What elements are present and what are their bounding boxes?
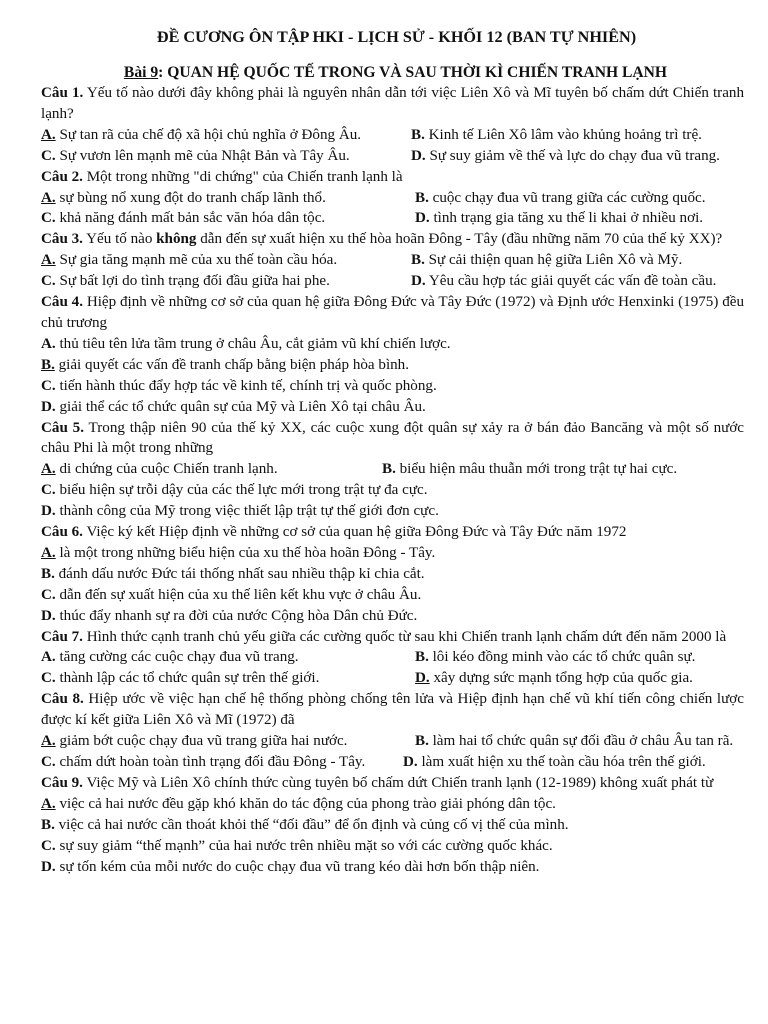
answer-text: làm hai tổ chức quân sự đối đầu ở châu Âu tan rã. bbox=[428, 733, 734, 750]
question-number: Câu 1. bbox=[41, 85, 84, 101]
answer-text: sự tốn kém của mỗi nước do cuộc chạy đua vũ trang kéo dài hơn bốn thập niên. bbox=[55, 858, 540, 875]
document-title: ĐỀ CƯƠNG ÔN TẬP HKI - LỊCH SỬ - KHỐI 12 (BAN TỰ NHIÊN) bbox=[156, 28, 637, 46]
question-text: Trong thập niên 90 của thế kỷ XX, các cuộc xung đột quân sự xảy ra ở bán đảo Bancăng và một số nước châu Phi là một trong những bbox=[41, 419, 744, 457]
answer-text: lôi kéo đồng minh vào các tổ chức quân sự. bbox=[428, 649, 696, 666]
answer-option bbox=[41, 188, 415, 209]
answer-option bbox=[41, 376, 744, 397]
question bbox=[41, 83, 744, 167]
question-stem bbox=[41, 773, 744, 794]
answer-key: A. bbox=[41, 252, 56, 269]
answer-key: D. bbox=[41, 858, 56, 875]
answer-text: chấm dứt hoàn toàn tình trạng đối đầu Đông - Tây. bbox=[55, 754, 366, 770]
answer-key: A. bbox=[41, 544, 56, 561]
answer-option bbox=[41, 794, 744, 815]
answer-key: A. bbox=[41, 126, 56, 143]
answer-key: C. bbox=[41, 377, 56, 394]
answer-option bbox=[41, 146, 411, 167]
question-number: Câu 5. bbox=[41, 419, 84, 436]
question-number: Câu 6. bbox=[41, 524, 83, 541]
answer-option bbox=[411, 271, 744, 292]
answer-key: C. bbox=[41, 210, 56, 227]
answer-text: di chứng của cuộc Chiến tranh lạnh. bbox=[55, 461, 278, 478]
answer-text: tình trạng gia tăng xu thế li khai ở nhiều nơi. bbox=[429, 210, 704, 227]
lesson-heading: : QUAN HỆ QUỐC TẾ TRONG VÀ SAU THỜI KÌ CHIẾN TRANH LẠNH bbox=[158, 64, 668, 81]
answer-row bbox=[41, 146, 744, 167]
question-number: Câu 4. bbox=[41, 294, 83, 311]
answer-text: sự suy giảm “thế mạnh” của hai nước trên nhiều mặt so với các cường quốc khác. bbox=[55, 837, 553, 854]
question-emphasis: không bbox=[156, 231, 197, 248]
answer-option bbox=[415, 668, 744, 689]
question bbox=[41, 627, 744, 690]
answer-text: tiến hành thúc đẩy hợp tác về kinh tế, chính trị và quốc phòng. bbox=[55, 377, 437, 394]
question-number: Câu 8. bbox=[41, 691, 84, 708]
question-text: Yếu tố nào bbox=[82, 231, 157, 248]
answer-key: B. bbox=[41, 565, 55, 582]
answer-option bbox=[41, 459, 382, 480]
question-number: Câu 3. bbox=[41, 231, 83, 248]
answer-key: B. bbox=[41, 356, 55, 373]
answer-option bbox=[41, 731, 415, 752]
answer-row bbox=[41, 459, 744, 480]
answer-option bbox=[41, 271, 411, 292]
answer-option bbox=[41, 397, 744, 418]
answer-key: D. bbox=[415, 670, 430, 687]
answer-option bbox=[403, 752, 744, 773]
answer-key: D. bbox=[415, 210, 430, 227]
question bbox=[41, 229, 744, 292]
question-stem bbox=[41, 292, 744, 334]
answer-text: sự bùng nổ xung đột do tranh chấp lãnh thổ. bbox=[55, 189, 326, 206]
lesson-title bbox=[41, 62, 744, 83]
answer-option bbox=[41, 334, 744, 355]
question bbox=[41, 689, 744, 773]
answer-option bbox=[41, 836, 744, 857]
question-text: Hiệp định về những cơ sở của quan hệ giữa Đông Đức và Tây Đức (1972) và Định ước Henxinki (1975) đều chủ trương bbox=[41, 294, 745, 331]
answer-key: C. bbox=[41, 754, 56, 770]
answer-text: làm xuất hiện xu thế toàn cầu hóa trên thế giới. bbox=[417, 754, 706, 770]
question bbox=[41, 522, 744, 627]
question bbox=[41, 292, 744, 417]
answer-text: xây dựng sức mạnh tổng hợp của quốc gia. bbox=[429, 670, 693, 687]
answer-key: C. bbox=[41, 670, 56, 687]
answer-option bbox=[382, 459, 744, 480]
question-text: Việc ký kết Hiệp định về những cơ sở của quan hệ giữa Đông Đức và Tây Đức năm 1972 bbox=[82, 524, 627, 541]
question-number: Câu 9. bbox=[41, 774, 83, 791]
answer-text: việc cả hai nước đều gặp khó khăn do tác động của phong trào giải phóng dân tộc. bbox=[55, 795, 556, 812]
question bbox=[41, 167, 744, 230]
answer-option bbox=[41, 752, 403, 773]
answer-text: cuộc chạy đua vũ trang giữa các cường quốc. bbox=[428, 189, 706, 206]
answer-row bbox=[41, 125, 744, 146]
answer-option bbox=[41, 543, 744, 564]
answer-key: A. bbox=[41, 733, 56, 750]
answer-option bbox=[41, 585, 744, 606]
question-stem bbox=[41, 167, 744, 188]
question-stem bbox=[41, 83, 744, 125]
answer-key: D. bbox=[41, 607, 56, 624]
answer-key: B. bbox=[415, 189, 429, 206]
answer-option bbox=[41, 564, 744, 585]
answer-row bbox=[41, 668, 744, 689]
answer-key: B. bbox=[411, 126, 425, 143]
answer-row bbox=[41, 731, 744, 752]
answer-option bbox=[41, 208, 415, 229]
question-text: dẫn đến sự xuất hiện xu thế hòa hoãn Đông - Tây (đầu những năm 70 của thế kỷ XX)? bbox=[196, 231, 723, 248]
answer-text: khả năng đánh mất bản sắc văn hóa dân tộc. bbox=[55, 210, 326, 227]
answer-text: thành công của Mỹ trong việc thiết lập trật tự thế giới đơn cực. bbox=[55, 503, 439, 520]
answer-key: D. bbox=[403, 754, 418, 770]
question bbox=[41, 418, 744, 523]
answer-text: Yêu cầu hợp tác giải quyết các vấn đề toàn cầu. bbox=[425, 273, 717, 290]
answer-text: giảm bớt cuộc chạy đua vũ trang giữa hai nước. bbox=[55, 733, 348, 750]
answer-key: C. bbox=[41, 482, 56, 499]
answer-text: giải thể các tổ chức quân sự của Mỹ và Liên Xô tại châu Âu. bbox=[55, 398, 426, 415]
question-text: Một trong những "di chứng" của Chiến tranh lạnh là bbox=[82, 168, 403, 185]
answer-text: tăng cường các cuộc chạy đua vũ trang. bbox=[55, 649, 299, 666]
answer-option bbox=[41, 606, 744, 627]
answer-option bbox=[41, 668, 415, 689]
answer-option bbox=[415, 208, 744, 229]
answer-text: biểu hiện sự trỗi dậy của các thế lực mới trong trật tự đa cực. bbox=[55, 482, 428, 499]
answer-option bbox=[41, 250, 411, 271]
answer-option bbox=[411, 146, 744, 167]
answer-text: Kinh tế Liên Xô lâm vào khủng hoảng trì trệ. bbox=[424, 126, 702, 143]
question-stem bbox=[41, 229, 744, 250]
answer-key: B. bbox=[41, 816, 55, 833]
answer-key: C. bbox=[41, 147, 56, 164]
question-text: Yếu tố nào dưới đây không phải là nguyên nhân dẫn tới việc Liên Xô và Mĩ tuyên bố chấm dứt Chiến tranh lạnh? bbox=[41, 85, 745, 122]
answer-key: A. bbox=[41, 795, 56, 812]
answer-key: D. bbox=[411, 273, 426, 290]
answer-text: giải quyết các vấn đề tranh chấp bằng biện pháp hòa bình. bbox=[54, 356, 410, 373]
answer-option bbox=[41, 501, 744, 522]
answer-text: thúc đẩy nhanh sự ra đời của nước Cộng hòa Dân chủ Đức. bbox=[55, 607, 418, 624]
answer-text: Sự gia tăng mạnh mẽ của xu thế toàn cầu hóa. bbox=[55, 252, 338, 269]
lesson-label: Bài 9 bbox=[123, 64, 159, 81]
answer-option bbox=[41, 647, 415, 668]
answer-text: thủ tiêu tên lửa tầm trung ở châu Âu, cắt giảm vũ khí chiến lược. bbox=[55, 335, 451, 352]
answer-key: A. bbox=[41, 461, 56, 478]
answer-key: B. bbox=[415, 733, 429, 750]
question-stem bbox=[41, 522, 744, 543]
answer-text: Sự bất lợi do tình trạng đối đầu giữa hai phe. bbox=[55, 273, 330, 290]
answer-option bbox=[41, 857, 744, 878]
answer-text: thành lập các tổ chức quân sự trên thế giới. bbox=[55, 670, 320, 687]
answer-option bbox=[411, 125, 744, 146]
answer-option bbox=[415, 647, 744, 668]
answer-text: đánh dấu nước Đức tái thống nhất sau nhiều thập kỉ chia cắt. bbox=[54, 565, 425, 582]
answer-key: C. bbox=[41, 586, 56, 603]
answer-key: D. bbox=[41, 398, 56, 415]
question bbox=[41, 773, 744, 878]
answer-text: Sự suy giảm về thế và lực do chạy đua vũ trang. bbox=[425, 147, 720, 164]
answer-row bbox=[41, 752, 744, 773]
answer-key: B. bbox=[415, 649, 429, 666]
answer-row bbox=[41, 208, 744, 229]
answer-option bbox=[41, 355, 744, 376]
answer-option bbox=[415, 188, 744, 209]
answer-option bbox=[41, 125, 411, 146]
answer-text: Sự vươn lên mạnh mẽ của Nhật Bản và Tây Âu. bbox=[55, 147, 350, 164]
answer-text: dẫn đến sự xuất hiện của xu thế liên kết khu vực ở châu Âu. bbox=[55, 586, 422, 603]
answer-text: Sự tan rã của chế độ xã hội chủ nghĩa ở Đông Âu. bbox=[55, 126, 362, 143]
answer-key: C. bbox=[41, 837, 56, 854]
answer-option bbox=[411, 250, 744, 271]
answer-row bbox=[41, 647, 744, 668]
answer-row bbox=[41, 271, 744, 292]
answer-row bbox=[41, 250, 744, 271]
answer-key: A. bbox=[41, 649, 56, 666]
answer-text: Sự cải thiện quan hệ giữa Liên Xô và Mỹ. bbox=[424, 252, 683, 269]
answer-key: D. bbox=[411, 147, 426, 164]
answer-text: là một trong những biểu hiện của xu thế hòa hoãn Đông - Tây. bbox=[55, 544, 436, 561]
answer-key: C. bbox=[41, 273, 56, 290]
question-text: Hiệp ước về việc hạn chế hệ thống phòng chống tên lửa và Hiệp định hạn chế vũ khí tiến công chiến lược được kí kết giữa Liên Xô và Mĩ (1972) đã bbox=[41, 691, 744, 729]
answer-row bbox=[41, 188, 744, 209]
answer-text: việc cả hai nước cần thoát khỏi thế “đối đầu” để ổn định và củng cố vị thế của mình. bbox=[54, 816, 569, 833]
answer-key: D. bbox=[41, 503, 56, 520]
question-stem bbox=[41, 418, 744, 460]
question-text: Việc Mỹ và Liên Xô chính thức cùng tuyên bố chấm dứt Chiến tranh lạnh (12-1989) không xuất phát từ bbox=[82, 774, 714, 791]
question-number: Câu 7. bbox=[41, 628, 83, 645]
answer-key: B. bbox=[382, 461, 396, 478]
question-stem bbox=[41, 689, 744, 731]
answer-option bbox=[41, 815, 744, 836]
question-stem bbox=[41, 627, 744, 648]
answer-option bbox=[415, 731, 744, 752]
answer-key: A. bbox=[41, 189, 56, 206]
answer-key: A. bbox=[41, 335, 56, 352]
answer-key: B. bbox=[411, 252, 425, 269]
answer-option bbox=[41, 480, 744, 501]
question-text: Hình thức cạnh tranh chủ yếu giữa các cường quốc từ sau khi Chiến tranh lạnh chấm dứt đến năm 2000 là bbox=[82, 628, 727, 645]
answer-text: biểu hiện mâu thuẫn mới trong trật tự hai cực. bbox=[395, 461, 678, 478]
question-number: Câu 2. bbox=[41, 168, 83, 185]
